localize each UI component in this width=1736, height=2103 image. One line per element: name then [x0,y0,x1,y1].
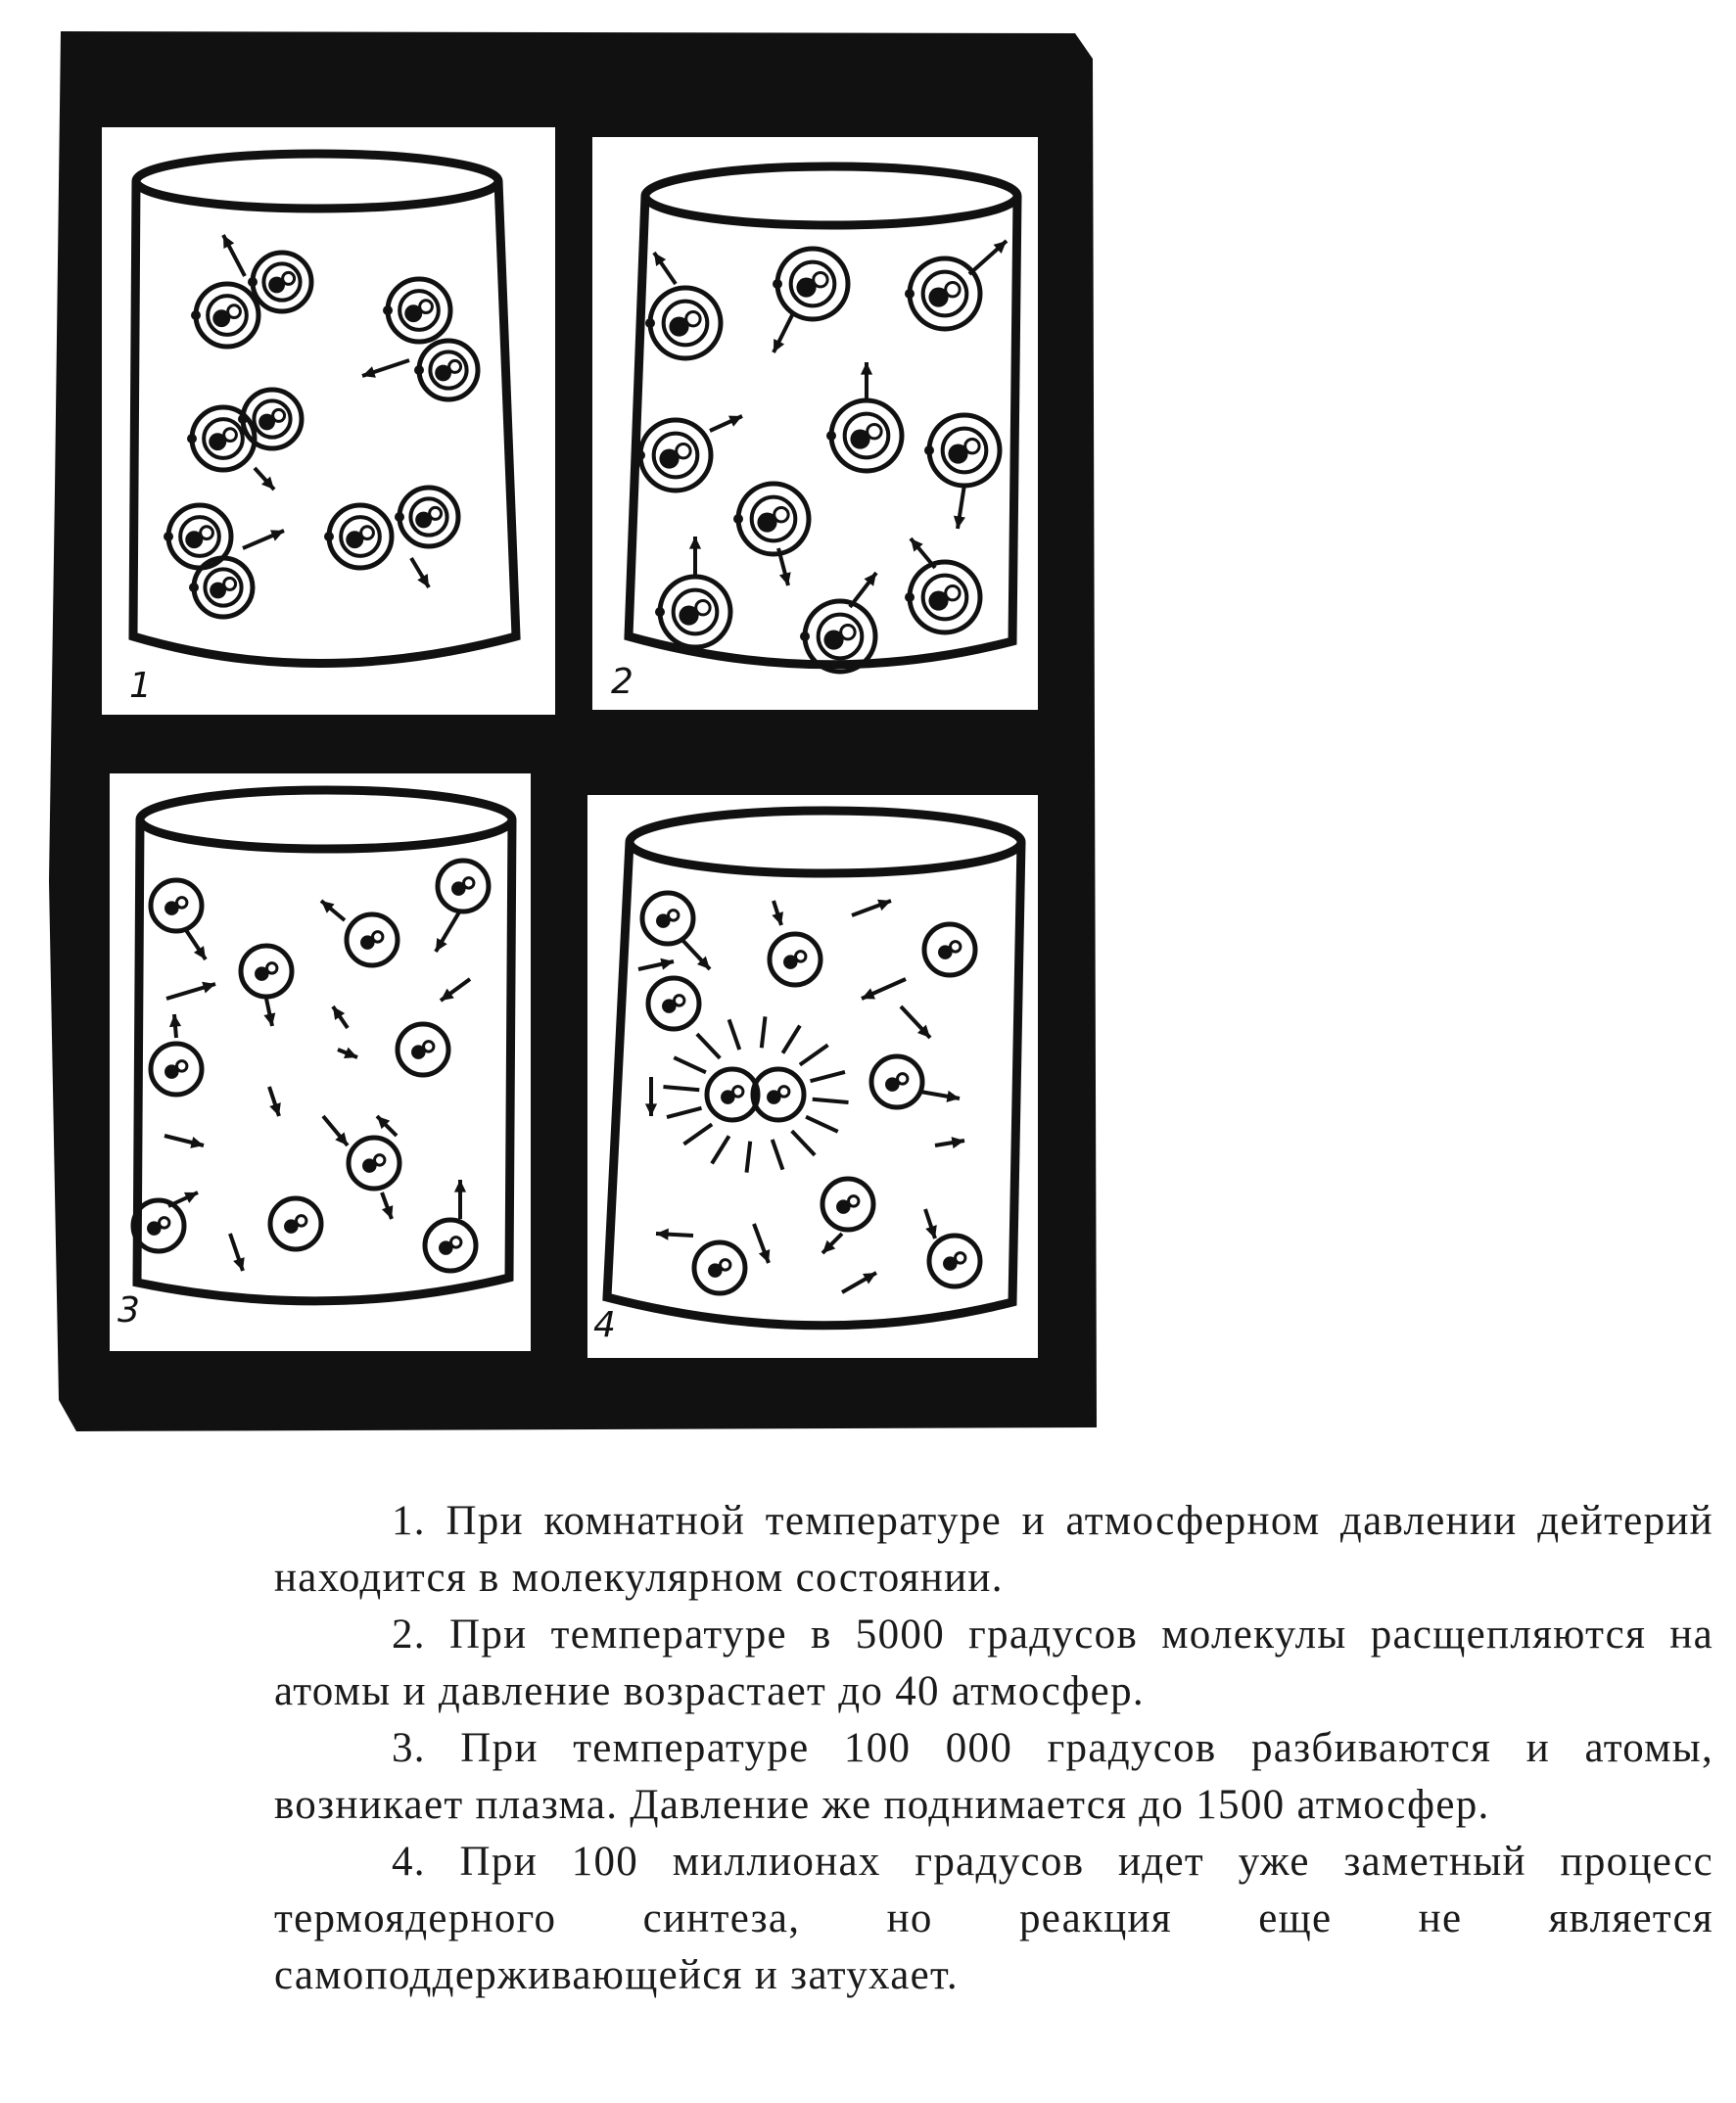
caption-item-3: 3. При температуре 100 000 градусов разбиваются и атомы, возникает плазма. Давление же поднимается до 1500 атмосфер. [274,1725,1713,1828]
panel-2-number: 2 [611,662,633,702]
panel-3-number: 3 [117,1290,140,1331]
panel-4-background [587,795,1038,1358]
panel-1-number: 1 [129,666,152,706]
caption-item-1: 1. При комнатной температуре и атмосферном давлении дейтерий находится в молекулярном состоянии. [274,1498,1713,1601]
figure-caption [274,1493,1713,2004]
panel-1-background [102,127,555,715]
panel-4-number: 4 [593,1305,616,1345]
caption-item-2: 2. При температуре в 5000 градусов молекулы расщепляются на атомы и давление возрастает до 40 атмосфер. [274,1612,1713,1714]
caption-item-4: 4. При 100 миллионах градусов идет уже заметный процесс термоядерного синтеза, но реакция еще не является самоподдерживающейся и затухает. [274,1839,1713,1998]
